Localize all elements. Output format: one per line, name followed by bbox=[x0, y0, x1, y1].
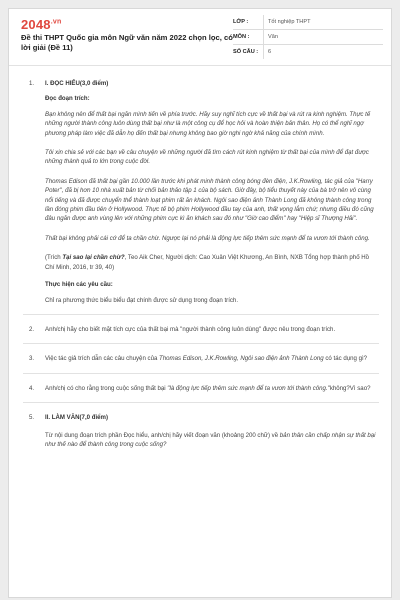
meta-row-count bbox=[233, 45, 383, 59]
source-details: , Teo Aik Cher, Người dịch: Cao Xuân Việt Khương, An Bình, NXB Tổng hợp thành phố Hồ Chí Minh, 2016, tr 39, 40) bbox=[45, 254, 370, 271]
question-text-part: Anh/chị có cho rằng trong cuộc sống thất bại bbox=[45, 384, 168, 392]
passage-source bbox=[45, 253, 379, 272]
section-heading: II. LÀM VĂN(7,0 điểm) bbox=[45, 414, 108, 422]
exam-header bbox=[9, 9, 391, 66]
question-1 bbox=[23, 79, 379, 305]
question-number: 5. bbox=[29, 414, 35, 422]
meta-value: Tốt nghiệp THPT bbox=[263, 15, 311, 29]
question-2 bbox=[23, 325, 379, 334]
exam-meta-table bbox=[233, 15, 383, 59]
passage-paragraph: Thomas Edison đã thất bại gần 10.000 lần trước khi phát minh thành công bóng đèn điện, J.K.Rowling, tác giả của "Harry Poter", đã bị hơn 10 nhà xuất bản từ chối bản thảo tập 1 của bộ sách. Giờ đây, bộ tiểu thuyết này của bà trở nên vô cùng nổi tiếng và đã được chuyển thể thành loạt phim rất ăn khách. Ngôi sao điện ảnh Thành Long đã không thành công trong lần đóng phim đầu tiên ở Hollywood. Thực tế bộ phim Hollywood đầu tay của anh, thất vọng lắm chứ; nhưng điều đó cũng đâu ngăn được anh vùng lên với những phim cực kì ăn khách sau đó như "Giờ cao điểm" hay "Hiệp sĩ Thượng Hải". bbox=[45, 177, 374, 223]
divider bbox=[23, 373, 379, 374]
logo-suffix: .vn bbox=[50, 18, 62, 26]
question-text-part: Việc tác giả trích dẫn các câu chuyện của bbox=[45, 355, 160, 363]
question-text: Anh/chị hãy cho biết mặt tích cực của thất bại mà "người thành công luôn dùng" được nêu trong đoạn trích. bbox=[45, 325, 336, 333]
question-text bbox=[45, 384, 379, 393]
question-number: 4. bbox=[29, 384, 35, 392]
question-number: 1. bbox=[29, 80, 35, 87]
meta-row-class bbox=[233, 15, 383, 30]
meta-key: LỚP : bbox=[233, 19, 249, 25]
meta-row-subject bbox=[233, 30, 383, 45]
question-number: 2. bbox=[29, 325, 35, 333]
question-text-part: không?Vì sao? bbox=[329, 384, 371, 392]
task-label: Thực hiện các yêu cầu: bbox=[45, 281, 113, 289]
question-quote: "là động lực tiếp thêm sức mạnh để ta vươn tới thành công." bbox=[167, 384, 330, 392]
divider bbox=[23, 314, 379, 315]
source-prefix: (Trích bbox=[45, 254, 63, 262]
read-label: Đọc đoạn trích: bbox=[45, 95, 90, 103]
question-number: 3. bbox=[29, 355, 35, 363]
meta-key: SỐ CÂU : bbox=[233, 49, 259, 55]
question-5 bbox=[23, 413, 379, 449]
question-names: Thomas Edison, J.K.Rowling, Ngôi sao điện ảnh Thành Long bbox=[159, 355, 324, 363]
question-text-part: Từ nội dung đoạn trích phần Đọc hiểu, anh/chị hãy viết đoạn văn (khoảng 200 chữ) về bbox=[45, 431, 280, 439]
logo-number: 2048 bbox=[21, 17, 51, 32]
question-text: Chỉ ra phương thức biểu biểu đạt chính được sử dụng trong đoạn trích. bbox=[45, 296, 239, 304]
passage-paragraph: Tôi xin chia sẻ với các bạn về câu chuyện về những người đã tìm cách rút kinh nghiệm từ thất bại của mình để đạt được những thành quả to lớn trong cuộc đời. bbox=[45, 149, 369, 166]
exam-title: Đề thi THPT Quốc gia môn Ngữ văn năm 2022 chọn lọc, có lời giải (Đề 11) bbox=[21, 33, 233, 52]
question-4 bbox=[23, 384, 379, 393]
question-text bbox=[45, 431, 379, 450]
source-title: Tại sao lại chần chừ? bbox=[62, 254, 125, 262]
divider bbox=[23, 343, 379, 344]
meta-value: 6 bbox=[263, 45, 271, 59]
site-logo[interactable] bbox=[21, 17, 61, 32]
question-topic: bản thân cần chấp nhận sự thất bại như thế nào để thành công trong cuộc sống? bbox=[45, 431, 376, 448]
section-heading: I. ĐỌC HIỂU(3,0 điểm) bbox=[45, 80, 109, 87]
meta-value: Văn bbox=[263, 30, 278, 44]
question-text bbox=[45, 354, 379, 363]
divider bbox=[23, 402, 379, 403]
exam-content bbox=[23, 79, 379, 449]
question-3 bbox=[23, 354, 379, 363]
passage-paragraph: Thất bại không phải cái cớ để ta chần chừ. Ngược lại nó phải là động lực tiếp thêm sức mạnh để ta vươn tới thành công. bbox=[45, 234, 370, 242]
meta-key: MÔN : bbox=[233, 34, 250, 40]
passage-paragraph: Bạn không nên để thất bại ngăn mình tiến về phía trước. Hãy suy nghĩ tích cực về thất bại và rút ra kinh nghiệm. Thực tế những người thành công luôn dùng thất bại như là một công cụ để học hỏi và hoàn thiện bản thân. Họ có thể nghĩ ngợ phương pháp làm việc đã dẫn họ đến thất bại nhưng không bao giờ nghi ngờ khả năng của chính mình. bbox=[45, 110, 371, 137]
exam-page bbox=[8, 8, 392, 598]
question-text-part: có tác dụng gì? bbox=[323, 355, 368, 363]
